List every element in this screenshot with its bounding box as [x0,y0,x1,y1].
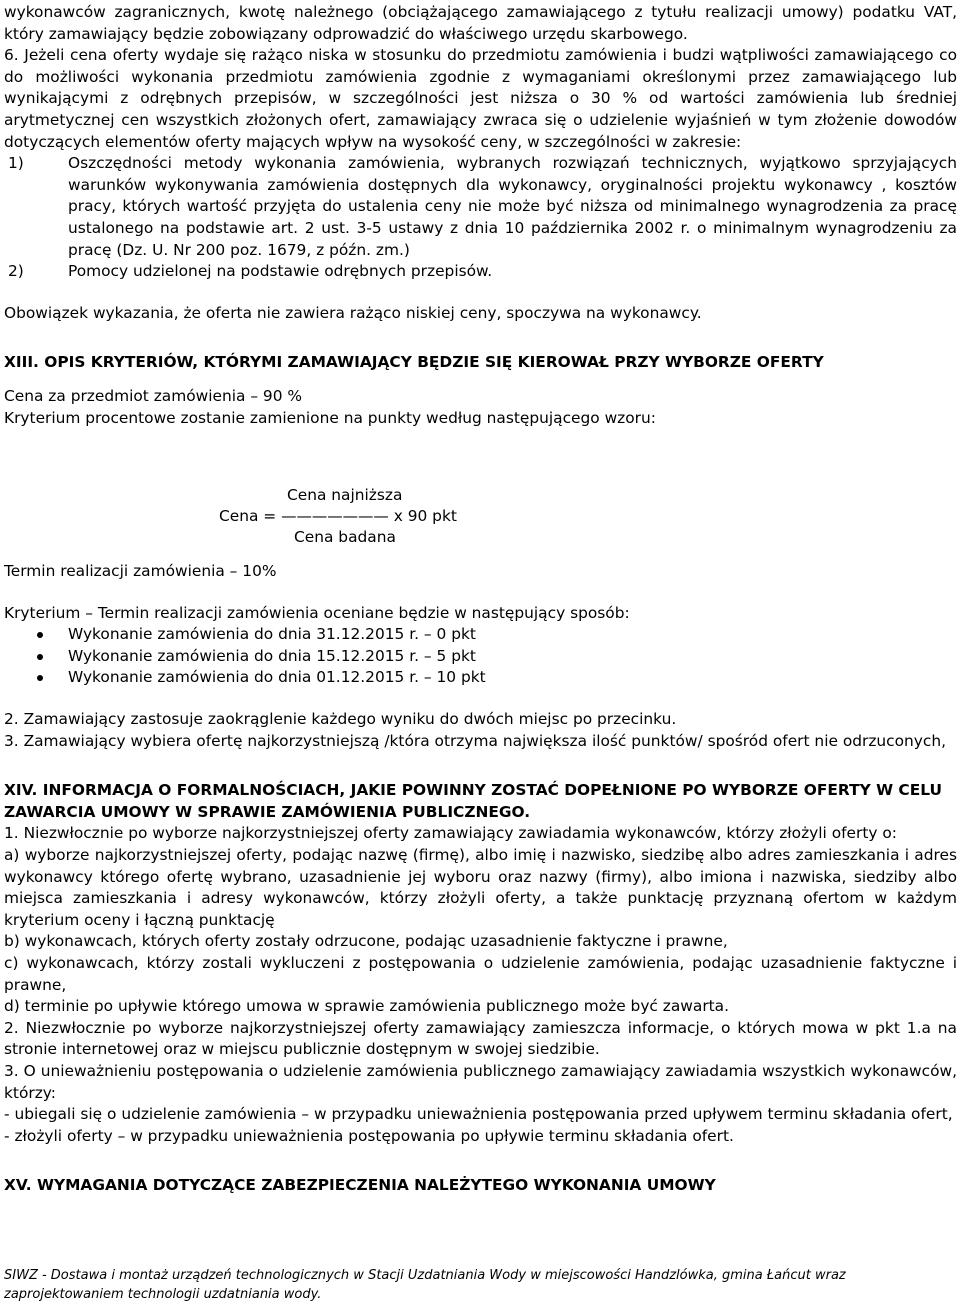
document-page [4,2,957,1197]
list-item-text: Wykonanie zamówienia do dnia 31.12.2015 r. – 0 pkt [68,625,476,644]
term-weight-line: Termin realizacji zamówienia – 10% [4,562,277,581]
bullet-icon [4,667,68,689]
term-points-list [4,624,957,689]
formula-main-line: Cena = ——————— x 90 pkt [219,507,457,526]
bullet-icon [4,624,68,646]
formula-numerator: Cena najniższa [287,486,403,505]
section-title: INFORMACJA O FORMALNOŚCIACH, JAKIE POWINNY ZOSTAĆ DOPEŁNIONE PO WYBORZE OFERTY W CELU ZAWARCIA UMOWY W SPRAWIE ZAMÓWIENIA PUBLICZNEGO. [4,781,942,821]
section-14-heading [4,780,957,823]
list-item-number: 1) [8,154,24,173]
list-item [4,667,957,689]
bullet-icon [4,646,68,668]
term-criterion-line: Kryterium – Termin realizacji zamówienia oceniane będzie w następujący sposób: [4,603,630,622]
notice-point-3-second: - złożyli oferty – w przypadku unieważnienia postępowania po upływie terminu składania ofert. [4,1126,734,1145]
list-item [4,646,957,668]
notice-point-1a: a) wyborze najkorzystniejszej oferty, podając nazwę (firmę), albo imię i nazwisko, siedzibę albo adres zamieszkania i adres wykonawcy którego ofertę wybrano, uzasadnienie jej wyboru oraz nazwy (firmy), albo imiona i nazwiska, siedziby albo miejsca zamieszkania i adresy wykonawców, którzy złożyli oferty, a także punktację przyznaną ofertom w każdym kryterium oceny i łączną punktację [4,846,957,929]
explanation-scope-list [4,153,957,283]
notice-point-2: 2. Niezwłocznie po wyborze najkorzystniejszej oferty zamawiający zamieszcza informacje, o których mowa w pkt 1.a na stronie internetowej oraz w miejscu publicznie dostępnym w swojej siedzibie. [4,1018,957,1059]
section-number: XV. [4,1176,32,1195]
notice-point-1d: d) terminie po upływie którego umowa w sprawie zamówienia publicznego może być zawarta. [4,997,730,1016]
list-item [4,261,957,283]
intro-vat-paragraph: wykonawców zagranicznych, kwotę należnego (obciążającego zamawiającego z tytułu realizacji umowy) podatku VAT, który zamawiający będzie zobowiązany odprowadzić do właściwego urzędu skarbowego. [4,3,957,43]
list-item-text: Pomocy udzielonej na podstawie odrębnych przepisów. [68,262,493,281]
notice-point-1: 1. Niezwłocznie po wyborze najkorzystniejszej oferty zamawiający zawiadamia wykonawców, którzy złożyli oferty o: [4,824,897,843]
burden-of-proof-paragraph: Obowiązek wykazania, że oferta nie zawiera rażąco niskiej ceny, spoczywa na wykonawcy. [4,303,702,322]
section-number: XIV. [4,781,38,800]
price-weight-line: Cena za przedmiot zamówienia – 90 % [4,386,303,405]
section-title: OPIS KRYTERIÓW, KTÓRYMI ZAMAWIAJĄCY BĘDZIE SIĘ KIEROWAŁ PRZY WYBORZE OFERTY [44,353,824,372]
formula-denominator: Cena badana [294,528,396,547]
list-item-number: 2) [8,262,24,281]
notice-point-1c: c) wykonawcach, którzy zostali wykluczeni z postępowania o udzielenie zamówienia, podając uzasadnienie faktyczne i prawne, [4,954,957,994]
list-item [4,624,957,646]
conversion-line: Kryterium procentowe zostanie zamienione na punkty według następującego wzoru: [4,408,656,427]
list-item-text: Wykonanie zamówienia do dnia 01.12.2015 r. – 10 pkt [68,668,486,687]
section-number: XIII. [4,353,39,372]
notice-point-1b: b) wykonawcach, których oferty zostały odrzucone, podając uzasadnienie faktyczne i prawne, [4,932,728,951]
page-footer: SIWZ - Dostawa i montaż urządzeń technologicznych w Stacji Uzdatniania Wody w miejscowości Handzlówka, gmina Łańcut wraz zaprojektowaniem technologii uzdatniania wody. [4,1268,846,1302]
point-6-paragraph: 6. Jeżeli cena oferty wydaje się rażąco niska w stosunku do przedmiotu zamówienia i budzi wątpliwości zamawiającego co do możliwości wykonania przedmiotu zamówienia zgodnie z wymaganiami określonymi przez zamawiającego lub wynikającymi z odrębnych przepisów, w szczególności jest niższa o 30 % od wartości zamówienia lub średniej arytmetycznej cen wszystkich złożonych ofert, zamawiający zwraca się o udzielenie wyjaśnień w tym złożenie dowodów dotyczących elementów oferty mających wpływ na wysokość ceny, w szczególności w zakresie: [4,46,957,151]
list-item-text: Oszczędności metody wykonania zamówienia, wybranych rozwiązań technicznych, wyjątkowo sprzyjających warunków wykonywania zamówienia dostępnych dla wykonawcy, oryginalności projektu wykonawcy , kosztów pracy, których wartość przyjęta do ustalenia ceny nie może być niższa od minimalnego wynagrodzenia za pracę ustalonego na podstawie art. 2 ust. 3-5 ustawy z dnia 10 października 2002 r. o minimalnym wynagrodzeniu za pracę (Dz. U. Nr 200 poz. 1679, z późn. zm.) [68,154,957,259]
rounding-paragraph: 2. Zamawiający zastosuje zaokrąglenie każdego wyniku do dwóch miejsc po przecinku. [4,710,677,729]
list-item-text: Wykonanie zamówienia do dnia 15.12.2015 r. – 5 pkt [68,646,476,665]
choice-paragraph: 3. Zamawiający wybiera ofertę najkorzystniejszą /która otrzyma największa ilość punktów/ spośród ofert nie odrzuconych, [4,731,947,750]
list-item [4,153,957,261]
section-title: WYMAGANIA DOTYCZĄCE ZABEZPIECZENIA NALEŻYTEGO WYKONANIA UMOWY [37,1176,716,1195]
notice-point-3-first: - ubiegali się o udzielenie zamówienia – w przypadku unieważnienia postępowania przed upływem terminu składania ofert, [4,1105,953,1124]
price-formula [219,485,519,549]
notice-point-3: 3. O unieważnieniu postępowania o udzielenie zamówienia publicznego zamawiający zawiadamia wszystkich wykonawców, którzy: [4,1061,957,1102]
section-13-heading [4,352,957,374]
section-15-heading [4,1175,957,1197]
